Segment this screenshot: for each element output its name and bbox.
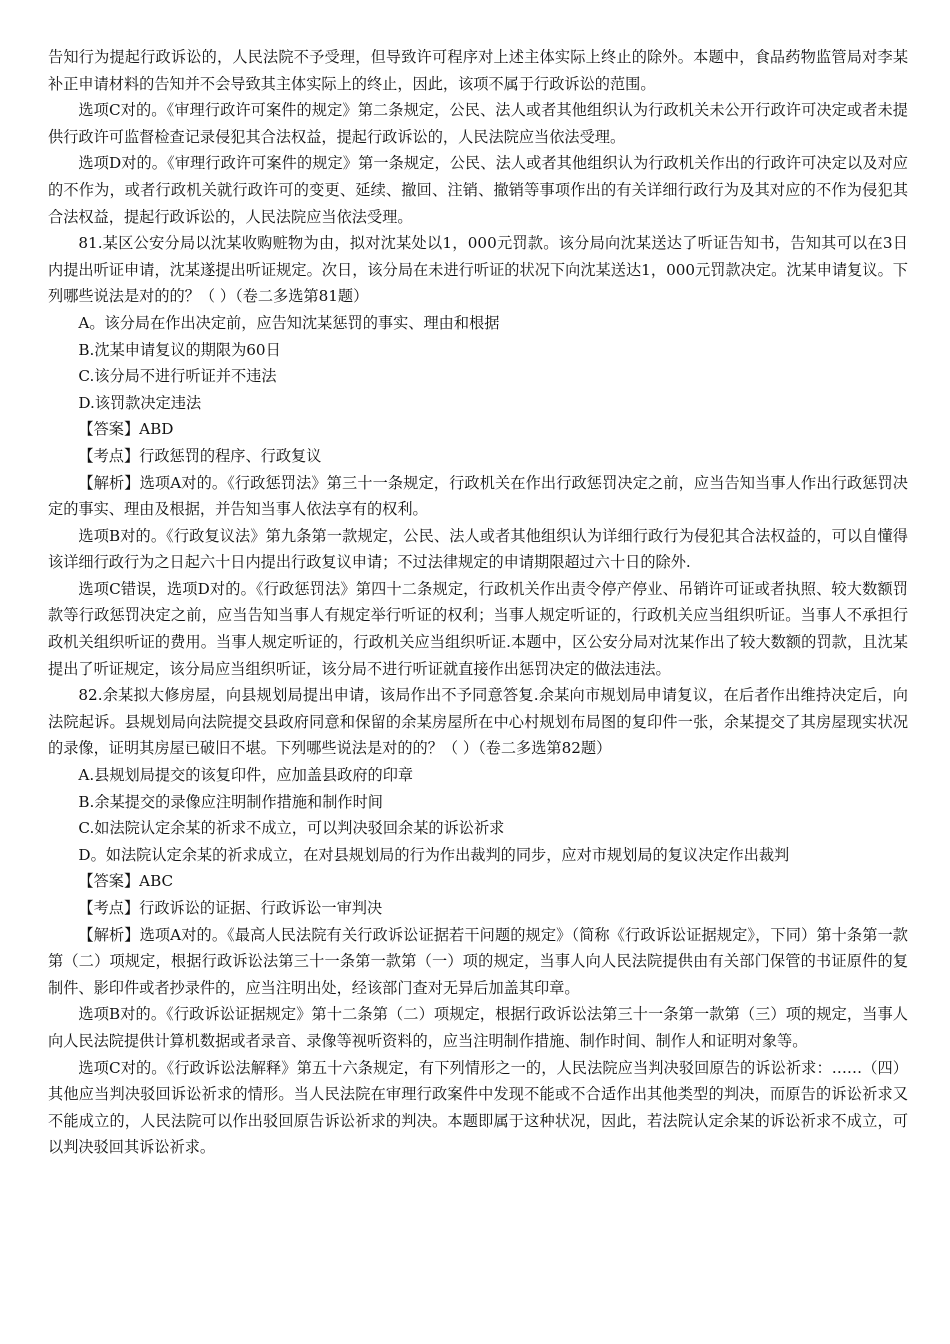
question-82-option-b: B.余某提交的录像应注明制作措施和制作时间 — [78, 792, 383, 811]
paragraph-continuation: 告知行为提起行政诉讼的，人民法院不予受理，但导致许可程序对上述主体实际上终止的除外。本题中，食品药物监管局对李某补正申请材料的告知并不会导致其主体实际上的终止，因此，该项不属于行政诉讼的范围。 — [48, 48, 908, 93]
question-81-option-b: B.沈某申请复议的期限为60日 — [78, 340, 281, 359]
question-81-analysis-a: 【解析】选项A对的。《行政惩罚法》第三十一条规定，行政机关在作出行政惩罚决定之前，应当告知当事人作出行政惩罚决定的事实、理由及根据，并告知当事人依法享有的权利。 — [48, 473, 908, 519]
question-82-topic: 【考点】行政诉讼的证据、行政诉讼一审判决 — [78, 899, 383, 917]
question-82-option-d: D。如法院认定余某的祈求成立，在对县规划局的行为作出裁判的同步，应对市规划局的复议决定作出裁判 — [78, 845, 790, 864]
question-81-option-a: A。该分局在作出决定前，应告知沈某惩罚的事实、理由和根据 — [78, 313, 500, 332]
question-81-analysis-b: 选项B对的。《行政复议法》第九条第一款规定，公民、法人或者其他组织认为详细行政行为侵犯其合法权益的，可以自懂得该详细行政行为之日起六十日内提出行政复议申请；不过法律规定的申请期限超过六十日的除外. — [48, 526, 908, 572]
question-81-answer: 【答案】ABD — [78, 420, 174, 439]
question-82-answer: 【答案】ABC — [78, 872, 174, 891]
paragraph-option-c-explanation: 选项C对的。《审理行政许可案件的规定》第二条规定，公民、法人或者其他组织认为行政机关未公开行政许可决定或者未提供行政许可监督检查记录侵犯其合法权益，提起行政诉讼的，人民法院应当依法受理。 — [48, 101, 908, 146]
question-82-option-c: C.如法院认定余某的祈求不成立，可以判决驳回余某的诉讼祈求 — [78, 819, 505, 838]
question-82-stem: 82.余某拟大修房屋，向县规划局提出申请，该局作出不予同意答复.余某向市规划局申请复议，在后者作出维持决定后，向法院起诉。县规划局向法院提交县政府同意和保留的余某房屋所在中心村规划布局图的复印件一张，余某提交了其房屋现实状况的录像，证明其房屋已破旧不堪。下列哪些说法是对的的？（ ）（卷二多选第82题） — [48, 686, 908, 758]
question-81-option-c: C.该分局不进行听证并不违法 — [78, 367, 277, 386]
question-81-topic: 【考点】行政惩罚的程序、行政复议 — [78, 446, 322, 465]
paragraph-option-d-explanation: 选项D对的。《审理行政许可案件的规定》第一条规定，公民、法人或者其他组织认为行政机关作出的行政许可决定以及对应的不作为，或者行政机关就行政许可的变更、延续、撤回、注销、撤销等事项作出的有关详细行政行为及其对应的不作为侵犯其合法权益，提起行政诉讼的，人民法院应当依法受理。 — [48, 154, 908, 226]
question-82-analysis-c: 选项C对的。《行政诉讼法解释》第五十六条规定，有下列情形之一的，人民法院应当判决驳回原告的诉讼祈求：……（四）其他应当判决驳回诉讼祈求的情形。当人民法院在审理行政案件中发现不能或不合适作出其他类型的判决，而原告的诉讼祈求又不能成立的，人民法院可以作出驳回原告诉讼祈求的判决。本题即属于这种状况，因此，若法院认定余某的诉讼祈求不成立，可以判决驳回其诉讼祈求。 — [48, 1058, 908, 1157]
question-82-analysis-a: 【解析】选项A对的。《最高人民法院有关行政诉讼证据若干问题的规定》（简称《行政诉讼证据规定》，下同）第十条第一款第（二）项规定，根据行政诉讼法第三十一条第一款第（一）项的规定，当事人向人民法院提供由有关部门保管的书证原件的复制件、影印件或者抄录件的，应当注明出处，经该部门查对无异后加盖其印章。 — [48, 925, 908, 997]
document-page — [48, 44, 908, 1161]
question-82-option-a: A.县规划局提交的该复印件，应加盖县政府的印章 — [78, 766, 414, 785]
question-82-analysis-b: 选项B对的。《行政诉讼证据规定》第十二条第（二）项规定，根据行政诉讼法第三十一条第一款第（三）项的规定，当事人向人民法院提供计算机数据或者录音、录像等视听资料的，应当注明制作措施、制作时间、制作人和证明对象等。 — [48, 1005, 908, 1050]
question-81-stem: 81.某区公安分局以沈某收购赃物为由，拟对沈某处以1，000元罚款。该分局向沈某送达了听证告知书，告知其可以在3日内提出听证申请，沈某遂提出听证规定。次日，该分局在未进行听证的状况下向沈某送达1，000元罚款决定。沈某申请复议。下列哪些说法是对的的？（ ）（卷二多选第81题） — [48, 234, 908, 306]
question-81-analysis-cd: 选项C错误，选项D对的。《行政惩罚法》第四十二条规定，行政机关作出责令停产停业、吊销许可证或者执照、较大数额罚款等行政惩罚决定之前，应当告知当事人有规定举行听证的权利；当事人规定听证的，行政机关应当组织听证。当事人不承担行政机关组织听证的费用。当事人规定听证的，行政机关应当组织听证.本题中，区公安分局对沈某作出了较大数额的罚款，且沈某提出了听证规定，该分局应当组织听证，该分局不进行听证就直接作出惩罚决定的做法违法。 — [48, 579, 908, 678]
question-81-option-d: D.该罚款决定违法 — [78, 393, 202, 412]
